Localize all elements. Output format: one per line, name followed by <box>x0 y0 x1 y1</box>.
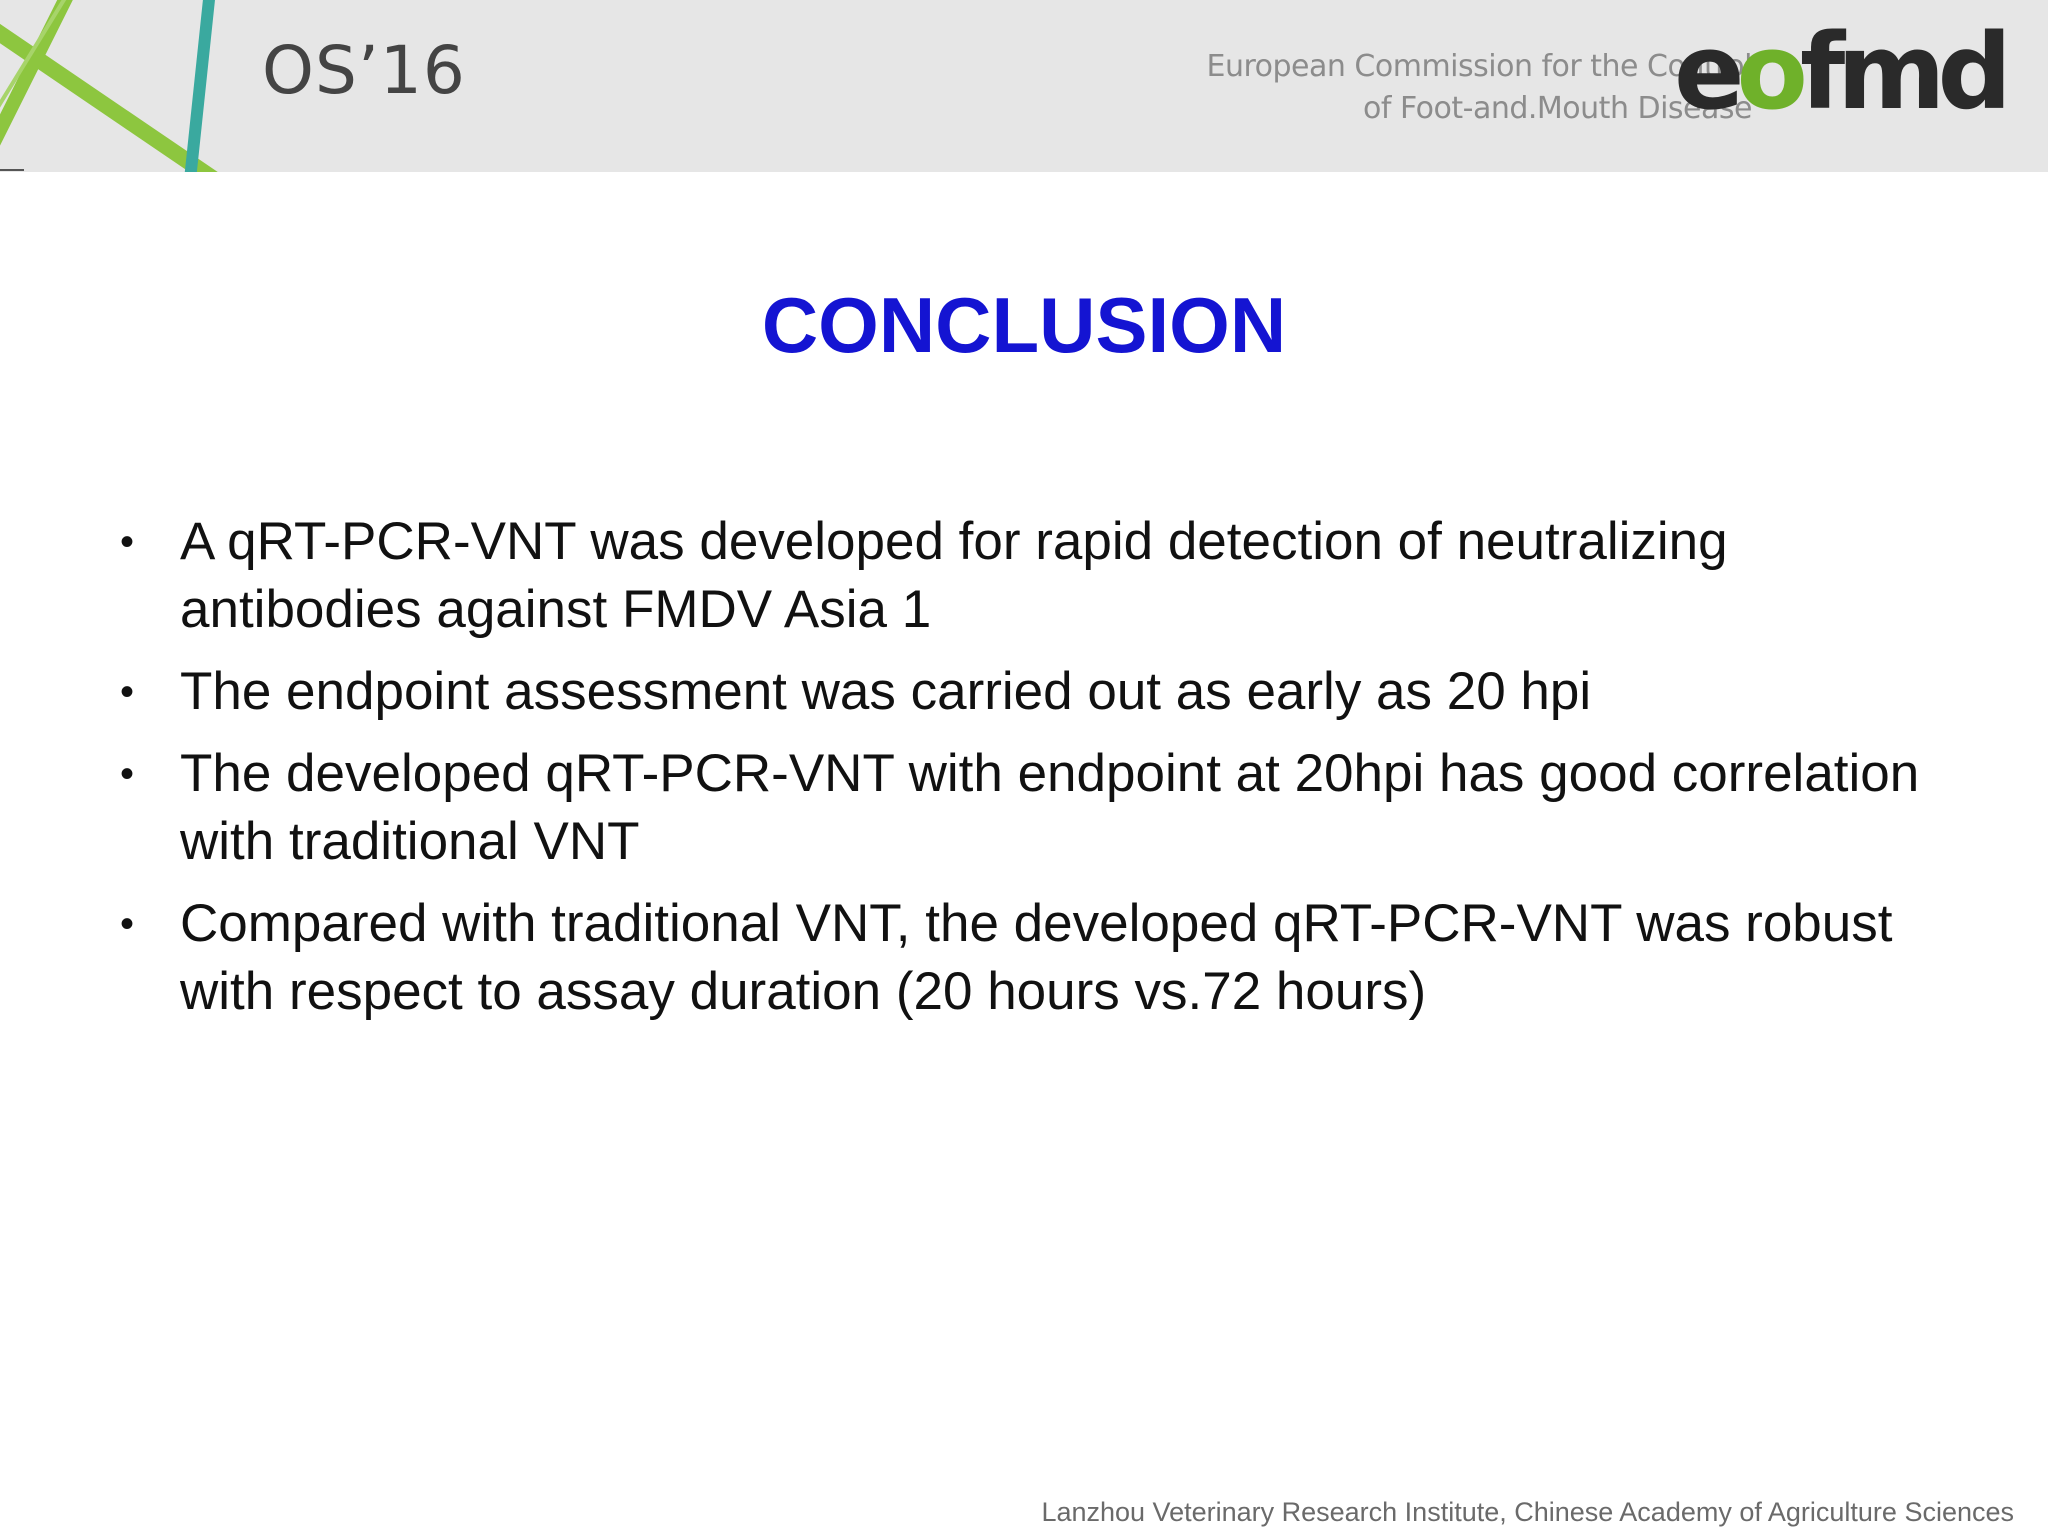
list-item-text: The endpoint assessment was carried out as early as 20 hpi <box>180 662 1592 721</box>
event-label: OS’16 <box>262 32 466 109</box>
list-item-text: Compared with traditional VNT, the developed qRT-PCR-VNT was robust with respect to assay duration (20 hours vs.72 hours) <box>180 894 1893 1021</box>
organization-line-1: European Commission for the Control <box>1206 49 1752 84</box>
bullet-icon: • <box>120 752 135 796</box>
logo-part-c: fmd <box>1799 11 2004 133</box>
list-item-text: A qRT-PCR-VNT was developed for rapid detection of neutralizing antibodies against FMDV Asia 1 <box>180 512 1728 639</box>
list-item <box>120 740 1920 876</box>
header-banner <box>0 0 2048 172</box>
list-item <box>120 508 1920 644</box>
bullet-icon: • <box>120 520 135 564</box>
conference-graphic-icon <box>0 0 240 172</box>
slide-title: CONCLUSION <box>761 281 1287 369</box>
conclusion-list <box>120 508 1920 1040</box>
list-item-text: The developed qRT-PCR-VNT with endpoint at 20hpi has good correlation with traditional VNT <box>180 744 1920 871</box>
list-item <box>120 658 1920 726</box>
list-item <box>120 890 1920 1026</box>
footer-institution: Lanzhou Veterinary Research Institute, Chinese Academy of Agriculture Sciences <box>1041 1497 2014 1527</box>
organization-line-2: of Foot-and.Mouth Disease <box>1363 91 1752 126</box>
bullet-icon: • <box>120 670 135 714</box>
eufmd-logo <box>1673 11 2004 133</box>
organization-name <box>1206 46 1752 130</box>
logo-part-a: e <box>1673 11 1737 133</box>
bullet-icon: • <box>120 902 135 946</box>
logo-leaf-part: o <box>1736 11 1800 133</box>
